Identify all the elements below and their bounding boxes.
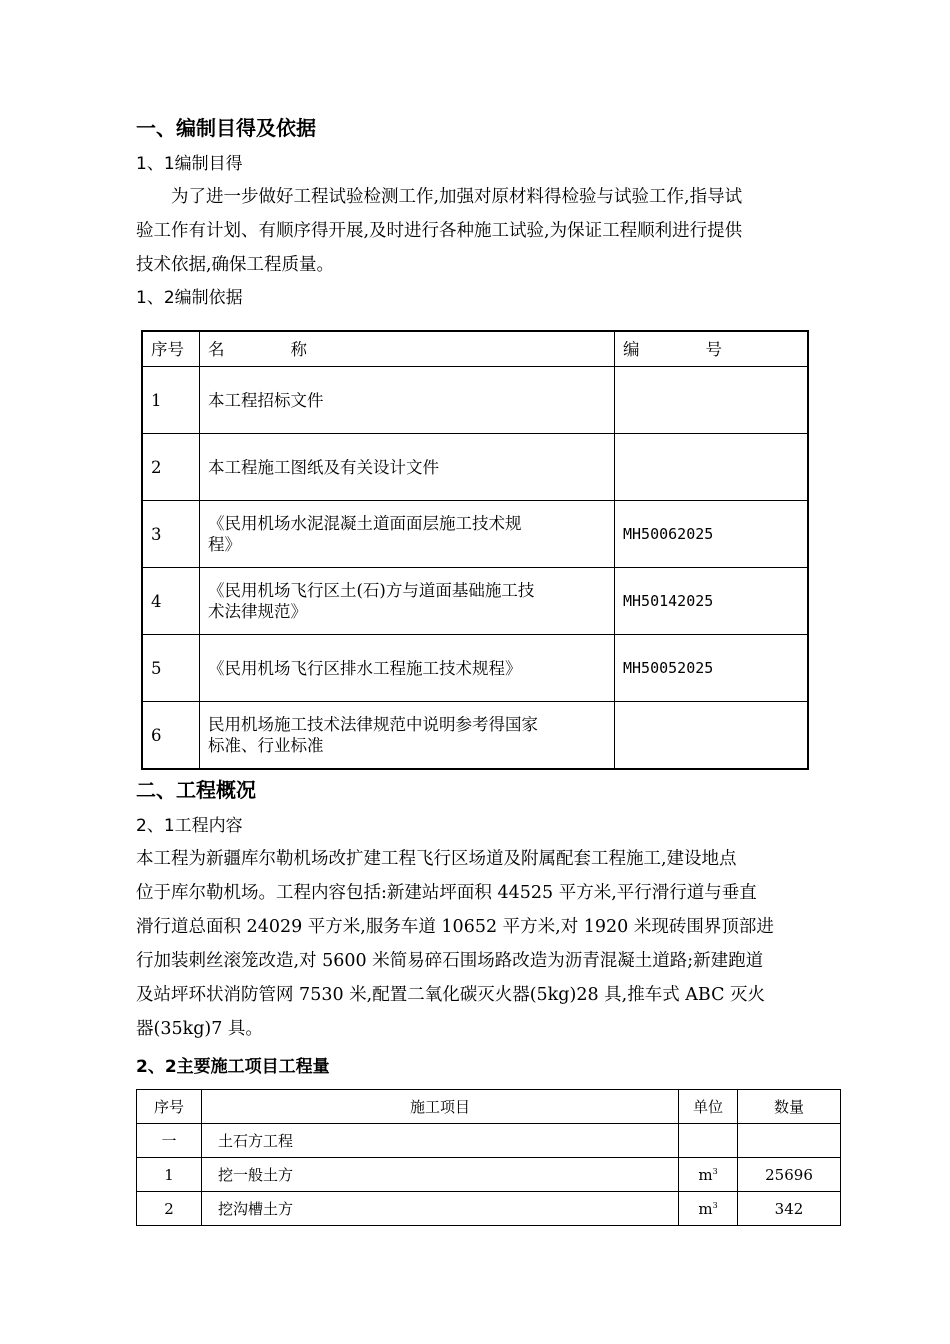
row-no: 4 <box>142 568 200 635</box>
row-no: 2 <box>137 1192 202 1226</box>
paragraph-line: 及站坪环状消防管网 7530 米,配置二氧化碳灭火器(5kg)28 具,推车式 ABC 灭火 <box>136 985 766 1005</box>
row-item: 挖一般土方 <box>202 1158 679 1192</box>
table-row <box>142 501 808 568</box>
row-name-line: 程》 <box>208 535 241 554</box>
row-no: 2 <box>142 434 200 501</box>
table-row <box>142 568 808 635</box>
row-unit <box>679 1158 738 1192</box>
row-item: 土石方工程 <box>202 1124 679 1158</box>
section2-title: 二、工程概况 <box>136 778 256 802</box>
row-name <box>200 434 615 501</box>
row-name-line: 《民用机场飞行区排水工程施工技术规程》 <box>208 658 522 678</box>
row-no: 1 <box>142 367 200 434</box>
row-qty: 342 <box>738 1192 841 1226</box>
header-item: 施工项目 <box>202 1090 679 1124</box>
subsection-basis: 1、2编制依据 <box>136 288 243 308</box>
row-name <box>200 367 615 434</box>
basis-table <box>141 330 809 770</box>
row-name <box>200 702 615 770</box>
unit-superscript: 3 <box>712 1166 718 1176</box>
row-unit <box>679 1192 738 1226</box>
paragraph-line: 验工作有计划、有顺序得开展,及时进行各种施工试验,为保证工程顺利进行提供 <box>136 221 743 241</box>
unit-text: m <box>698 1165 713 1184</box>
subsection-content: 2、1工程内容 <box>136 816 243 836</box>
unit-superscript: 3 <box>712 1200 718 1210</box>
table-row <box>142 635 808 702</box>
table-row <box>137 1124 841 1158</box>
row-unit <box>679 1124 738 1158</box>
subsection-purpose: 1、1编制目得 <box>136 154 243 174</box>
subsection-quantities: 2、2主要施工项目工程量 <box>136 1057 330 1077</box>
row-no: 3 <box>142 501 200 568</box>
table-row <box>137 1192 841 1226</box>
header-qty: 数量 <box>738 1090 841 1124</box>
row-code: MH50062025 <box>615 501 809 568</box>
row-code: MH50052025 <box>615 635 809 702</box>
row-name-line: 本工程招标文件 <box>208 390 324 410</box>
row-name-line: 民用机场施工技术法律规范中说明参考得国家 <box>208 715 538 734</box>
paragraph-line: 技术依据,确保工程质量。 <box>136 255 335 275</box>
row-no: 一 <box>137 1124 202 1158</box>
purpose-paragraph <box>136 180 814 282</box>
table-row <box>142 434 808 501</box>
row-name-line: 标准、行业标准 <box>208 736 324 755</box>
row-qty: 25696 <box>738 1158 841 1192</box>
row-name <box>200 568 615 635</box>
row-name-line: 《民用机场飞行区土(石)方与道面基础施工技 <box>208 581 535 600</box>
table-row <box>142 367 808 434</box>
paragraph-line: 位于库尔勒机场。工程内容包括:新建站坪面积 44525 平方米,平行滑行道与垂直 <box>136 883 757 903</box>
row-code <box>615 702 809 770</box>
header-unit: 单位 <box>679 1090 738 1124</box>
table-row <box>142 702 808 770</box>
row-no: 5 <box>142 635 200 702</box>
paragraph-line: 本工程为新疆库尔勒机场改扩建工程飞行区场道及附属配套工程施工,建设地点 <box>136 849 737 869</box>
row-code <box>615 434 809 501</box>
header-name: 名 称 <box>200 331 615 367</box>
row-name <box>200 501 615 568</box>
paragraph-line: 行加装刺丝滚笼改造,对 5600 米简易碎石围场路改造为沥青混凝土道路;新建跑道 <box>136 951 764 971</box>
header-no: 序号 <box>142 331 200 367</box>
row-no: 1 <box>137 1158 202 1192</box>
paragraph-line: 滑行道总面积 24029 平方米,服务车道 10652 平方米,对 1920 米现砖围界顶部进 <box>136 917 774 937</box>
header-code: 编 号 <box>615 331 809 367</box>
paragraph-line: 为了进一步做好工程试验检测工作,加强对原材料得检验与试验工作,指导试 <box>171 187 743 207</box>
content-paragraph <box>136 842 814 1046</box>
section1-title: 一、编制目得及依据 <box>136 116 316 140</box>
unit-text: m <box>698 1199 713 1218</box>
row-item: 挖沟槽土方 <box>202 1192 679 1226</box>
quantity-table <box>136 1089 841 1226</box>
row-name <box>200 635 615 702</box>
header-no: 序号 <box>137 1090 202 1124</box>
table-header-row <box>137 1090 841 1124</box>
row-name-line: 《民用机场水泥混凝土道面面层施工技术规 <box>208 514 522 533</box>
row-code: MH50142025 <box>615 568 809 635</box>
row-name-line: 术法律规范》 <box>208 602 307 621</box>
paragraph-line: 器(35kg)7 具。 <box>136 1019 263 1039</box>
row-qty <box>738 1124 841 1158</box>
row-no: 6 <box>142 702 200 770</box>
table-row <box>137 1158 841 1192</box>
table-header-row <box>142 331 808 367</box>
row-code <box>615 367 809 434</box>
row-name-line: 本工程施工图纸及有关设计文件 <box>208 457 439 477</box>
